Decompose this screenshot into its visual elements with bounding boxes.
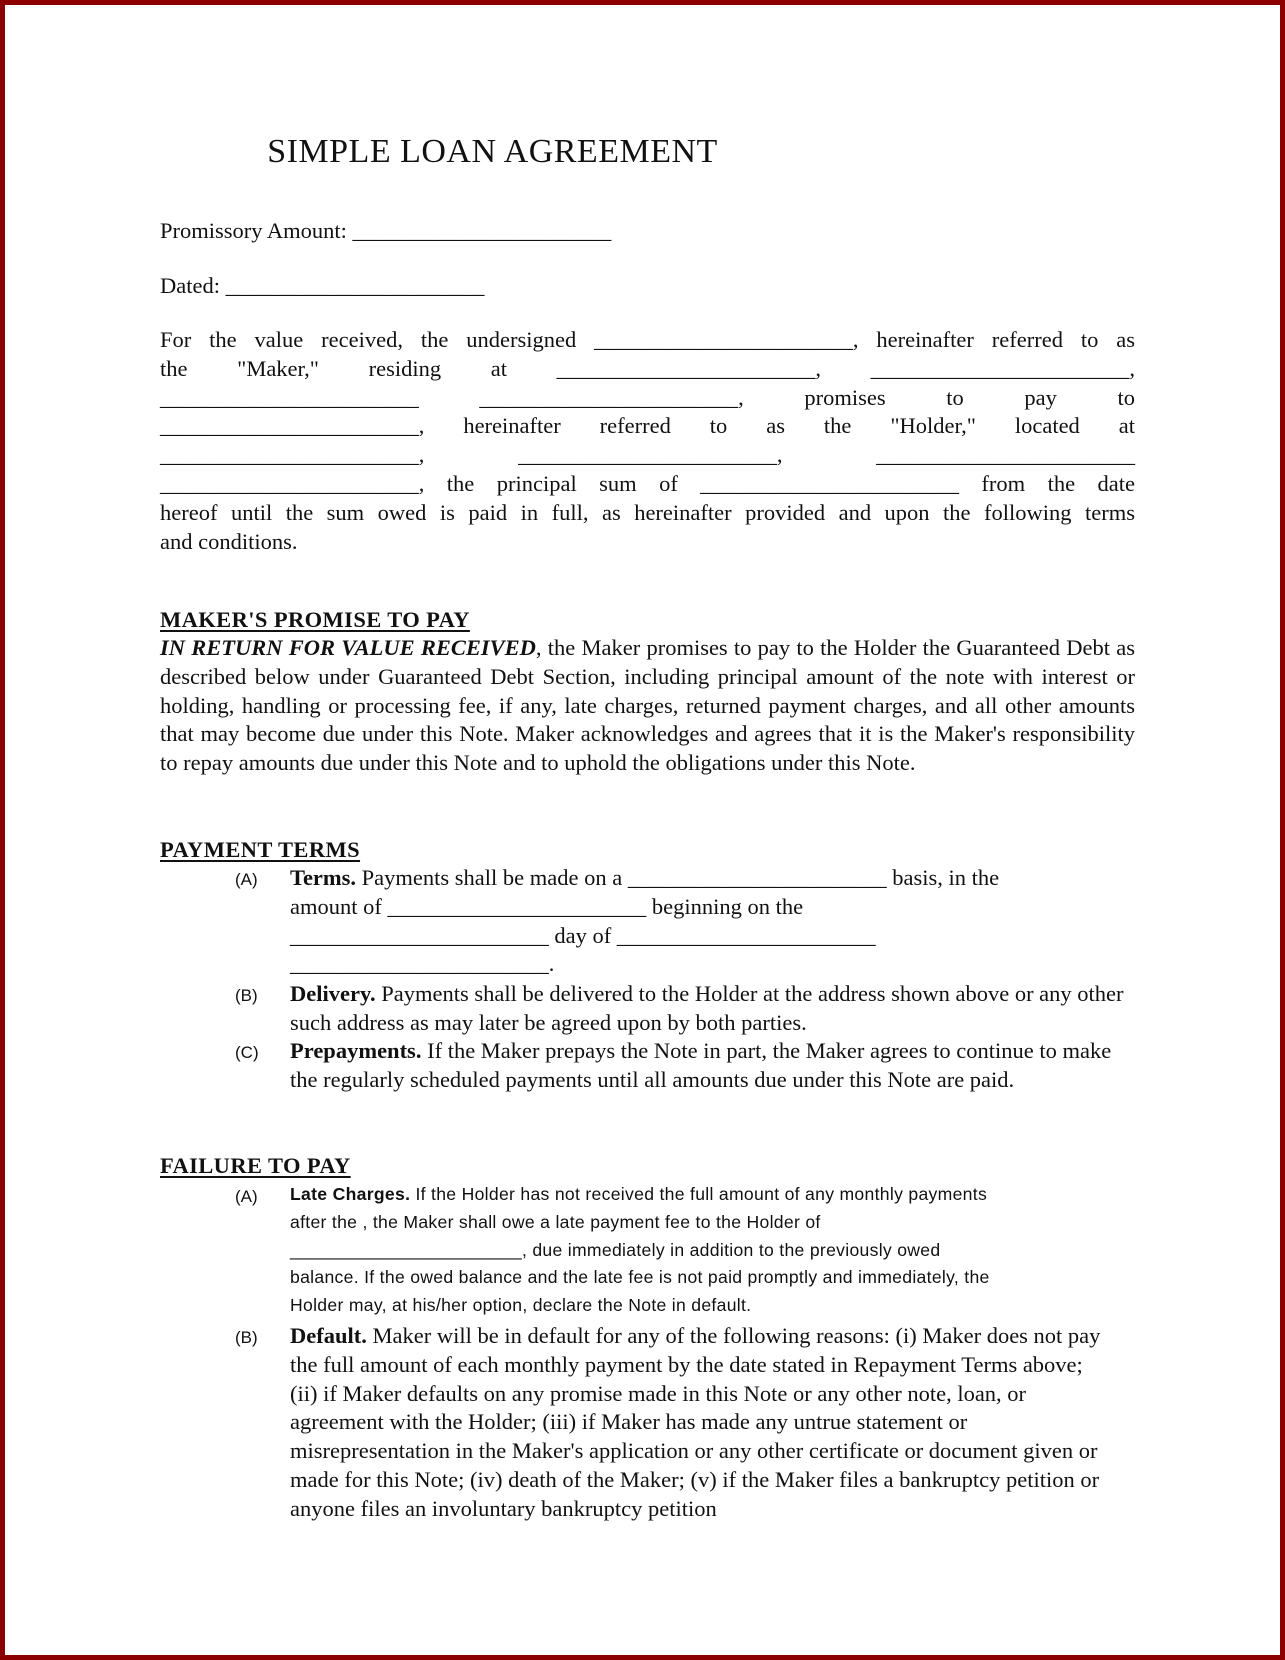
delivery-title: Delivery. [290, 981, 376, 1006]
intro-line-6[interactable]: _______________________, the principal sum of _______________________ from the date [160, 470, 1135, 496]
intro-line-3[interactable]: _______________________ _______________________, promises to pay to [160, 384, 1135, 410]
terms-line-3[interactable]: _______________________ day of _______________________ [290, 922, 876, 948]
delivery-body: Payments shall be delivered to the Holder at the address shown above or any other such address as may later be agreed upon by both parties. [290, 981, 1124, 1035]
default-body: Maker will be in default for any of the following reasons: (i) Maker does not pay the full amount of each monthly payment by the date stated in Repayment Terms above; (ii) if Maker defaults on any promise made in this Note or any other note, loan, or agreement with the Holder; (iii) if Maker has made any untrue statement or misrepresentation in the Maker's application or any other certificate or document given or made for this Note; (iv) death of the Maker; (v) if the Maker files a bankruptcy petition or anyone files an involuntary bankruptcy petition [290, 1323, 1101, 1521]
intro-line-2[interactable]: the "Maker," residing at _______________________, _______________________, [160, 355, 1135, 381]
intro-line-5[interactable]: _______________________, _______________________, _______________________ [160, 442, 1135, 468]
item-label: (A) [235, 1187, 258, 1206]
failure-to-pay-heading: FAILURE TO PAY [160, 1153, 351, 1178]
document-title: SIMPLE LOAN AGREEMENT [267, 133, 718, 170]
makers-promise-paragraph [160, 634, 1135, 778]
late-charges-line-2: after the , the Maker shall owe a late payment fee to the Holder of [290, 1211, 821, 1232]
late-charges-line-4: balance. If the owed balance and the late fee is not paid promptly and immediately, the [290, 1267, 990, 1288]
intro-line-7: hereof until the sum owed is paid in full, as hereinafter provided and upon the following terms [160, 499, 1135, 525]
item-label: (A) [235, 870, 258, 889]
item-label: (B) [235, 1328, 258, 1347]
late-charges-title: Late Charges. [290, 1184, 411, 1204]
promissory-amount-field[interactable]: Promissory Amount: _______________________ [160, 218, 612, 243]
prepayments-title: Prepayments. [290, 1038, 422, 1063]
makers-promise-heading: MAKER'S PROMISE TO PAY [160, 607, 470, 632]
makers-promise-lead: IN RETURN FOR VALUE RECEIVED [160, 635, 536, 660]
terms-title: Terms. [290, 865, 357, 890]
makers-promise-body: , the Maker promises to pay to the Holder the Guaranteed Debt as described below under Guaranteed Debt Section, including principal amount of the note with interest or holding, handling or processing fee, if any, late charges, returned payment charges, and all other amounts that may become due under this Note. Maker acknowledges and agrees that it is the Maker's responsibility to repay amounts due under this Note and to uphold the obligations under this Note. [160, 635, 1135, 776]
item-label: (C) [235, 1043, 259, 1062]
late-charges-line-3[interactable]: _______________________, due immediately in addition to the previously owed [290, 1239, 941, 1260]
payment-terms-heading: PAYMENT TERMS [160, 837, 361, 862]
default-title: Default. [290, 1323, 367, 1348]
terms-line-4[interactable]: _______________________. [290, 951, 555, 977]
late-charges-line-1: If the Holder has not received the full amount of any monthly payments [410, 1184, 988, 1204]
prepayments-body: If the Maker prepays the Note in part, the Maker agrees to continue to make the regularly scheduled payments until all amounts due under this Note are paid. [290, 1038, 1112, 1092]
intro-paragraph [160, 326, 1135, 556]
intro-line-1[interactable]: For the value received, the undersigned _______________________, hereinafter referred to as [160, 327, 1135, 352]
intro-line-4[interactable]: _______________________, hereinafter referred to as the "Holder," located at [160, 413, 1135, 439]
dated-field[interactable]: Dated: _______________________ [160, 273, 485, 298]
intro-line-8: and conditions. [160, 528, 298, 554]
terms-line-1[interactable]: Payments shall be made on a _______________________ basis, in the [356, 865, 1000, 890]
terms-line-2[interactable]: amount of _______________________ beginning on the [290, 893, 804, 919]
late-charges-line-5: Holder may, at his/her option, declare the Note in default. [290, 1295, 752, 1316]
item-label: (B) [235, 986, 258, 1005]
